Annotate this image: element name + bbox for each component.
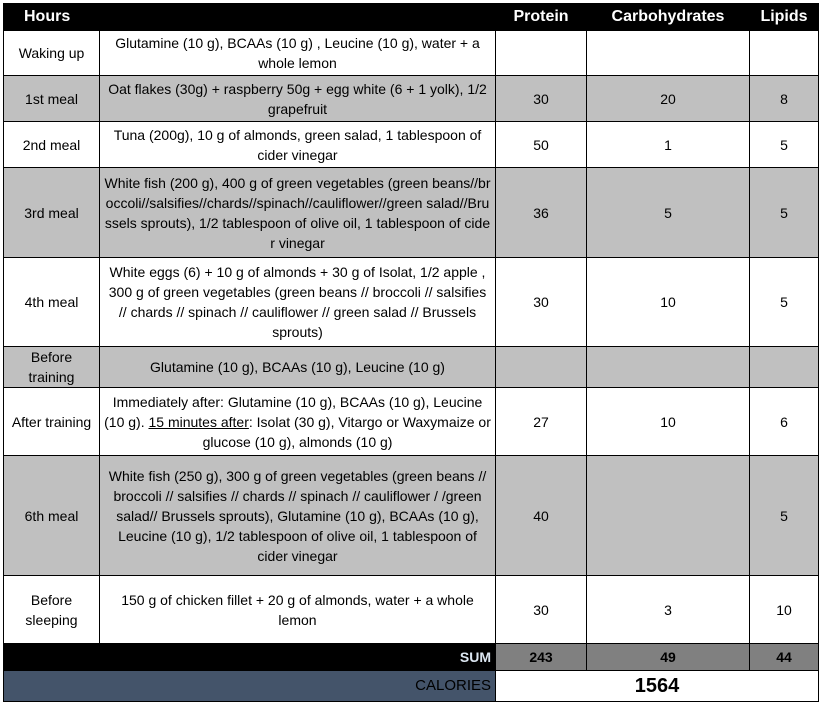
- lipids-cell: [750, 31, 819, 76]
- calories-row: [4, 671, 819, 702]
- food-text-underlined: 15 minutes after: [148, 413, 249, 430]
- table-row: [4, 122, 819, 168]
- table-row: [4, 168, 819, 258]
- carbohydrates-cell: 5: [587, 168, 750, 258]
- food-text: Tuna (200g), 10 g of almonds, green salad, 1 tablespoon of cider vinegar: [113, 126, 482, 163]
- sum-protein: 243: [496, 644, 587, 671]
- carbohydrates-cell: 10: [587, 258, 750, 347]
- food-cell: [100, 576, 496, 644]
- hour-cell: 4th meal: [4, 258, 100, 347]
- header-hours: Hours: [4, 4, 100, 31]
- header-row: [4, 4, 819, 31]
- hour-cell: Waking up: [4, 31, 100, 76]
- table-row: [4, 31, 819, 76]
- calories-value: 1564: [496, 671, 819, 702]
- sum-carbohydrates: 49: [587, 644, 750, 671]
- food-text: : Isolat (30 g), Vitargo or Waxymaize or glucose (10 g), almonds (10 g): [202, 413, 491, 450]
- table-row: [4, 258, 819, 347]
- food-cell: [100, 258, 496, 347]
- food-text: Glutamine (10 g), BCAAs (10 g), Leucine (10 g): [150, 359, 445, 375]
- food-text: Glutamine (10 g), BCAAs (10 g) , Leucine (10 g), water + a whole lemon: [115, 35, 480, 71]
- protein-cell: 30: [496, 258, 587, 347]
- food-text: Immediately after: Glutamine (10 g), BCAAs (10 g), Leucine (10 g).: [104, 393, 483, 430]
- protein-cell: 30: [496, 76, 587, 122]
- protein-cell: 30: [496, 576, 587, 644]
- lipids-cell: 5: [750, 122, 819, 168]
- header-food: [100, 4, 496, 31]
- hour-cell: 3rd meal: [4, 168, 100, 258]
- protein-cell: 27: [496, 388, 587, 456]
- carbohydrates-cell: 10: [587, 388, 750, 456]
- sum-label: SUM: [4, 644, 496, 671]
- sum-row: [4, 644, 819, 671]
- meal-plan-table: [3, 3, 819, 702]
- lipids-cell: [750, 347, 819, 388]
- food-cell: [100, 347, 496, 388]
- table-row: [4, 388, 819, 456]
- hour-cell: Before training: [4, 347, 100, 388]
- lipids-cell: 5: [750, 258, 819, 347]
- table-row: [4, 76, 819, 122]
- protein-cell: [496, 31, 587, 76]
- header-lipids: Lipids: [750, 4, 819, 31]
- food-cell: [100, 76, 496, 122]
- hour-cell: 2nd meal: [4, 122, 100, 168]
- food-text: 150 g of chicken fillet + 20 g of almonds, water + a whole lemon: [121, 591, 474, 628]
- lipids-cell: 10: [750, 576, 819, 644]
- food-text: White fish (250 g), 300 g of green vegetables (green beans // broccoli // salsifies // chards // spinach // cauliflower / /green salad// Brussels sprouts), Glutamine (10 g), BCAAs (10 g), Leucine (10 g), 1/2 tablespoon of olive oil, 1 tablespoon of cider vinegar: [108, 467, 487, 564]
- header-protein: Protein: [496, 4, 587, 31]
- carbohydrates-cell: [587, 31, 750, 76]
- lipids-cell: 5: [750, 456, 819, 576]
- carbohydrates-cell: [587, 347, 750, 388]
- protein-cell: [496, 347, 587, 388]
- protein-cell: 50: [496, 122, 587, 168]
- lipids-cell: 5: [750, 168, 819, 258]
- food-text: Oat flakes (30g) + raspberry 50g + egg white (6 + 1 yolk), 1/2 grapefruit: [108, 80, 487, 117]
- calories-label: CALORIES: [4, 671, 496, 702]
- carbohydrates-cell: 1: [587, 122, 750, 168]
- food-cell: [100, 388, 496, 456]
- protein-cell: 40: [496, 456, 587, 576]
- carbohydrates-cell: 20: [587, 76, 750, 122]
- lipids-cell: 6: [750, 388, 819, 456]
- food-cell: [100, 168, 496, 258]
- header-carbohydrates: Carbohydrates: [587, 4, 750, 31]
- food-cell: [100, 456, 496, 576]
- table-row: [4, 576, 819, 644]
- sum-lipids: 44: [750, 644, 819, 671]
- hour-cell: 6th meal: [4, 456, 100, 576]
- protein-cell: 36: [496, 168, 587, 258]
- hour-cell: 1st meal: [4, 76, 100, 122]
- lipids-cell: 8: [750, 76, 819, 122]
- table-row: [4, 456, 819, 576]
- hour-cell: After training: [4, 388, 100, 456]
- carbohydrates-cell: [587, 456, 750, 576]
- food-text: White eggs (6) + 10 g of almonds + 30 g of Isolat, 1/2 apple , 300 g of green vegetables (green beans // broccoli // salsifies // chards // spinach // cauliflower // green salad // Brussels sprouts): [108, 264, 487, 340]
- food-cell: [100, 31, 496, 76]
- food-cell: [100, 122, 496, 168]
- table-row: [4, 347, 819, 388]
- food-text: White fish (200 g), 400 g of green vegetables (green beans//broccoli//salsifies//chards//spinach//cauliflower//green salad//Brussels sprouts), 1/2 tablespoon of olive oil, 1 tablespoon of cider vinegar: [104, 174, 491, 251]
- carbohydrates-cell: 3: [587, 576, 750, 644]
- hour-cell: Before sleeping: [4, 576, 100, 644]
